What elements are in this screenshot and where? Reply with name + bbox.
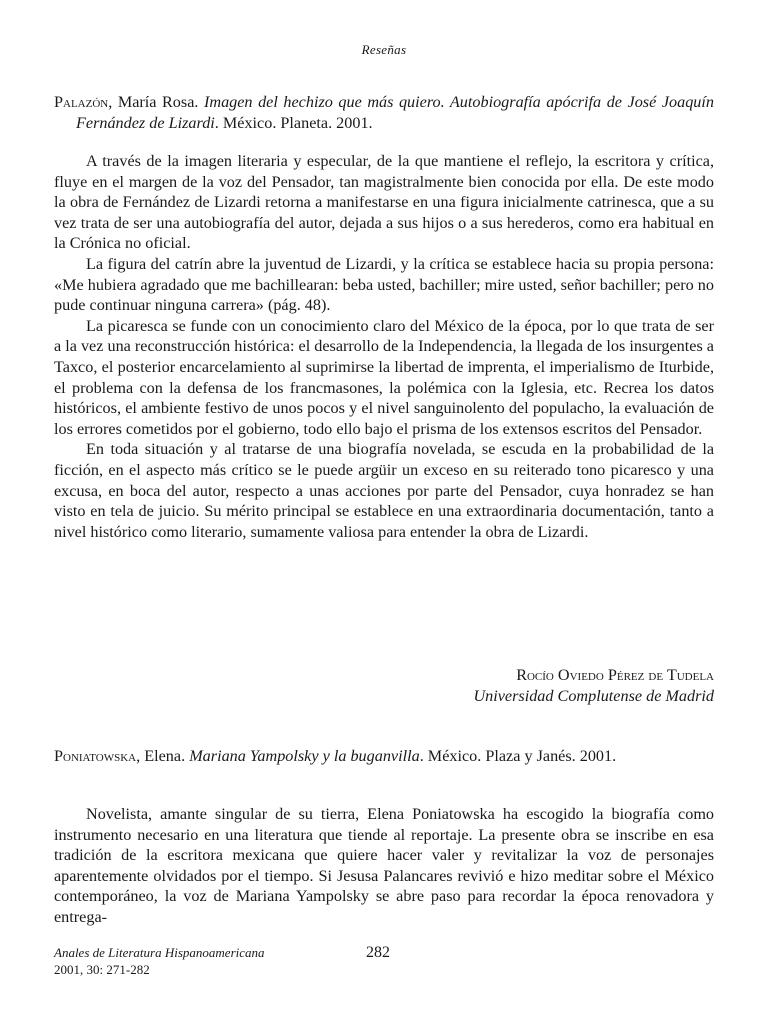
review1-author-first: , María Rosa. [108,93,204,111]
reviewer-institution: Universidad Complutense de Madrid [473,686,714,705]
review2-author-last: Poniatowska [54,747,137,765]
review2-paragraph: Novelista, amante singular de su tierra, Elena Poniatowska ha escogido la biografía como instrumento necesario en una literatura que tiende al reportaje. La presente obra se inscribe en esa tradición de la escritora mexicana que quiere hacer valer y revitalizar la voz de personajes aparentemente olvidados por el tiempo. Si Jesusa Palancares revivió e hizo meditar sobre el México contemporáneo, la voz de Mariana Yampolsky se abre paso para recordar la época renovadora y entrega- [54,805,714,926]
journal-name: Anales de Literatura Hispanoamericana [54,945,265,960]
review2-body [54,804,714,928]
review1-body [54,151,714,542]
review1-paragraph: A través de la imagen literaria y especular, de la que mantiene el reflejo, la escritora y crítica, fluye en el margen de la voz del Pensador, tan magistralmente bien conocida por ella. De este modo la obra de Fernández de Lizardi retorna a manifestarse en una figura inicialmente catrinesca, que a su vez trata de ser una autobiografía del autor, dejada a sus hijos o a sus herederos, como era habitual en la Crónica no oficial. [54,152,714,253]
review1-publication: . México. Planeta. 2001. [214,113,373,132]
review2-author-first: , Elena. [136,747,190,765]
reviewer-name: Rocío Oviedo Pérez de Tudela [516,666,714,684]
review1-paragraph: La picaresca se funde con un conocimiento claro del México de la época, por lo que trata de ser a la vez una reconstrucción histórica: el desarrollo de la Independencia, la llegada de los insurgentes a Taxco, el posterior encarcelamiento al suprimirse la libertad de imprenta, el imperialismo de Iturbide, el problema con la defensa de los francmasones, la polémica con la Iglesia, etc. Recrea los datos históricos, el ambiente festivo de unos pocos y el nivel sanguinolento del populacho, la evaluación de los errores cometidos por el gobierno, todo ello bajo el prisma de los extensos escritos del Pensador. [54,316,714,438]
review2-bibliography [54,746,714,767]
review1-paragraph: La figura del catrín abre la juventud de Lizardi, y la crítica se establece hacia su propia persona: «Me hubiera agradado que me bachillearan: beba usted, bachiller; mire usted, señor bachiller; pero no pude continuar ninguna carrera» (pág. 48). [54,254,714,315]
review1-signature [54,665,714,706]
review1-bibliography [54,92,714,133]
review1-book-title: Imagen del hechizo que más quiero. Autobiografía apócrifa de José Joaquín Fernández de Lizardi [76,93,714,132]
running-header: Reseñas [361,42,407,57]
review1-author-last: Palazón [54,93,109,111]
review1-paragraph: En toda situación y al tratarse de una biografía novelada, se escuda en la probabilidad de la ficción, en el aspecto más crítico se le puede argüir un exceso en su reiterado tono picaresco y una excusa, en boca del autor, respecto a unas acciones por parte del Pensador, cuya honradez se han visto en tela de juicio. Su mérito principal se establece en una extraordinaria documentación, tanto a nivel histórico como literario, sumamente valiosa para entender la obra de Lizardi. [54,440,714,541]
page-footer [54,944,714,984]
journal-issue: 2001, 30: 271-282 [54,962,150,977]
page-number: 282 [366,944,390,961]
review2-publication: . México. Plaza y Janés. 2001. [419,747,617,765]
journal-citation [54,944,265,978]
review2-book-title: Mariana Yampolsky y la buganvilla [189,747,420,765]
document-page [54,0,714,1024]
